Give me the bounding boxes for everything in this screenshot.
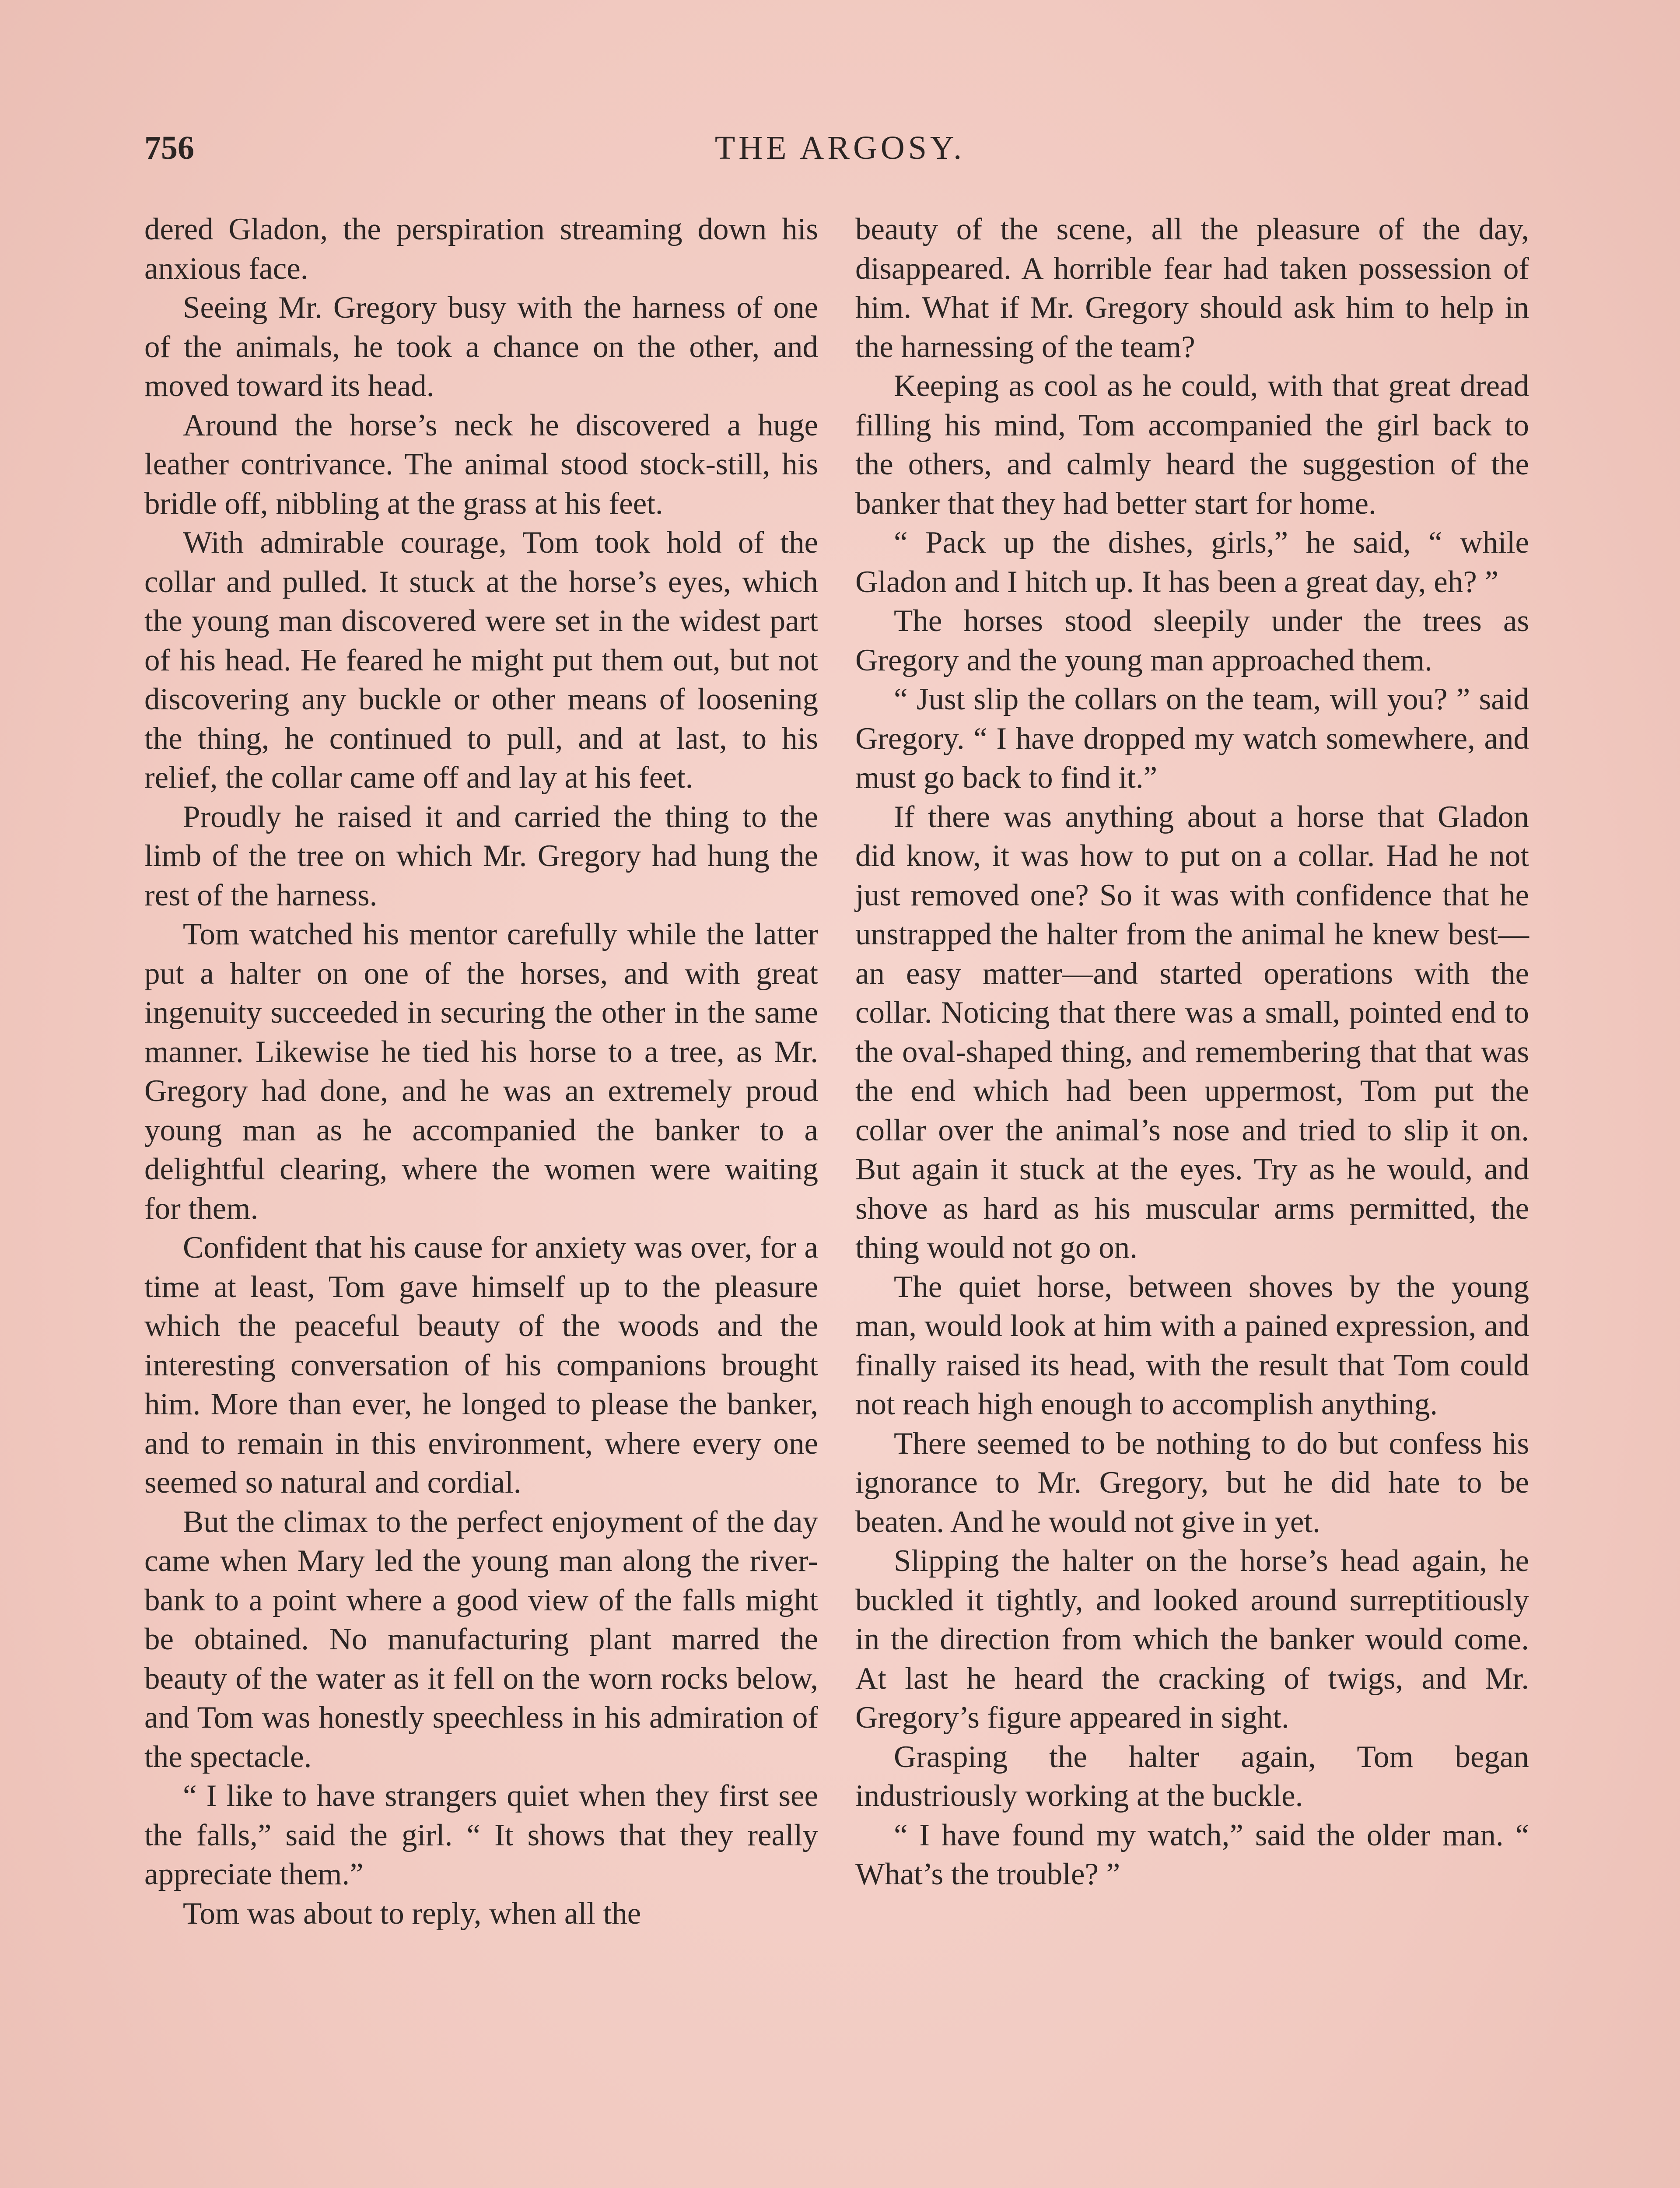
paragraph: The horses stood sleepily under the trees as Gregory and the young man approached them. — [855, 604, 1529, 677]
paragraph: Slipping the halter on the horse’s head again, he buckled it tightly, and looked around surreptitiously in the direction from which the banker would come. At last he heard the cracking of twigs, and Mr. Gregory’s figure appeared in sight. — [855, 1544, 1529, 1735]
text-column-right — [855, 210, 1529, 1894]
paragraph: The quiet horse, between shoves by the young man, would look at him with a pained expression, and finally raised its head, with the result that Tom could not reach high enough to accomplish anything. — [855, 1269, 1529, 1421]
paragraph: Confident that his cause for anxiety was over, for a time at least, Tom gave himself up to the pleasure which the peaceful beauty of the woods and the interesting conversation of his companions brought him. More than ever, he longed to please the banker, and to remain in this environment, where every one seemed so natural and cordial. — [144, 1231, 818, 1500]
paragraph: But the climax to the perfect enjoyment of the day came when Mary led the young man along the river-bank to a point where a good view of the falls might be obtained. No manufacturing plant marred the beauty of the water as it fell on the worn rocks below, and Tom was honestly speechless in his admiration of the spectacle. — [144, 1504, 818, 1774]
paragraph: With admirable courage, Tom took hold of the collar and pulled. It stuck at the horse’s eyes, which the young man discovered were set in the widest part of his head. He feared he might put them out, but not discovering any buckle or other means of loosening the thing, he continued to pull, and at last, to his relief, the collar came off and lay at his feet. — [144, 526, 818, 795]
paragraph: “ I have found my watch,” said the older man. “ What’s the trouble? ” — [855, 1818, 1529, 1891]
paragraph: Tom was about to reply, when all the — [183, 1896, 641, 1931]
running-header — [144, 129, 1536, 186]
paragraph: Seeing Mr. Gregory busy with the harness of one of the animals, he took a chance on the other, and moved toward its head. — [144, 291, 818, 403]
paragraph: “ Pack up the dishes, girls,” he said, “ while Gladon and I hitch up. It has been a great day, eh? ” — [855, 526, 1529, 599]
paragraph: “ I like to have strangers quiet when they first see the falls,” said the girl. “ It shows that they really appreciate them.” — [144, 1779, 818, 1891]
page-number: 756 — [144, 130, 194, 166]
paragraph: There seemed to be nothing to do but confess his ignorance to Mr. Gregory, but he did hate to be beaten. And he would not give in yet. — [855, 1426, 1529, 1539]
paragraph: Around the horse’s neck he discovered a huge leather contrivance. The animal stood stock-still, his bridle off, nibbling at the grass at his feet. — [144, 408, 818, 521]
text-column-left — [144, 210, 818, 1933]
paragraph: If there was anything about a horse that Gladon did know, it was how to put on a collar. Had he not just removed one? So it was with confidence that he unstrapped the halter from the animal he knew best—an easy matter—and started operations with the collar. Noticing that there was a small, pointed end to the oval-shaped thing, and remembering that that was the end which had been uppermost, Tom put the collar over the animal’s nose and tried to slip it on. But again it stuck at the eyes. Try as he would, and shove as hard as his muscular arms permitted, the thing would not go on. — [855, 799, 1529, 1265]
paragraph: Keeping as cool as he could, with that great dread filling his mind, Tom accompanied the girl back to the others, and calmly heard the suggestion of the banker that they had better start for home. — [855, 369, 1529, 521]
paragraph: “ Just slip the collars on the team, will you? ” said Gregory. “ I have dropped my watch somewhere, and must go back to find it.” — [855, 682, 1529, 795]
running-title: THE ARGOSY. — [714, 130, 966, 166]
paragraph: Proudly he raised it and carried the thing to the limb of the tree on which Mr. Gregory had hung the rest of the harness. — [144, 799, 818, 912]
paragraph: Tom watched his mentor carefully while the latter put a halter on one of the horses, and with great ingenuity succeeded in securing the other in the same manner. Likewise he tied his horse to a tree, as Mr. Gregory had done, and he was an extremely proud young man as he accompanied the banker to a delightful clearing, where the women were waiting for them. — [144, 917, 818, 1226]
paragraph: dered Gladon, the perspiration streaming down his anxious face. — [144, 212, 818, 286]
paragraph: beauty of the scene, all the pleasure of the day, disappeared. A horrible fear had taken possession of him. What if Mr. Gregory should ask him to help in the harnessing of the team? — [855, 212, 1529, 364]
paragraph: Grasping the halter again, Tom began industriously working at the buckle. — [855, 1739, 1529, 1813]
